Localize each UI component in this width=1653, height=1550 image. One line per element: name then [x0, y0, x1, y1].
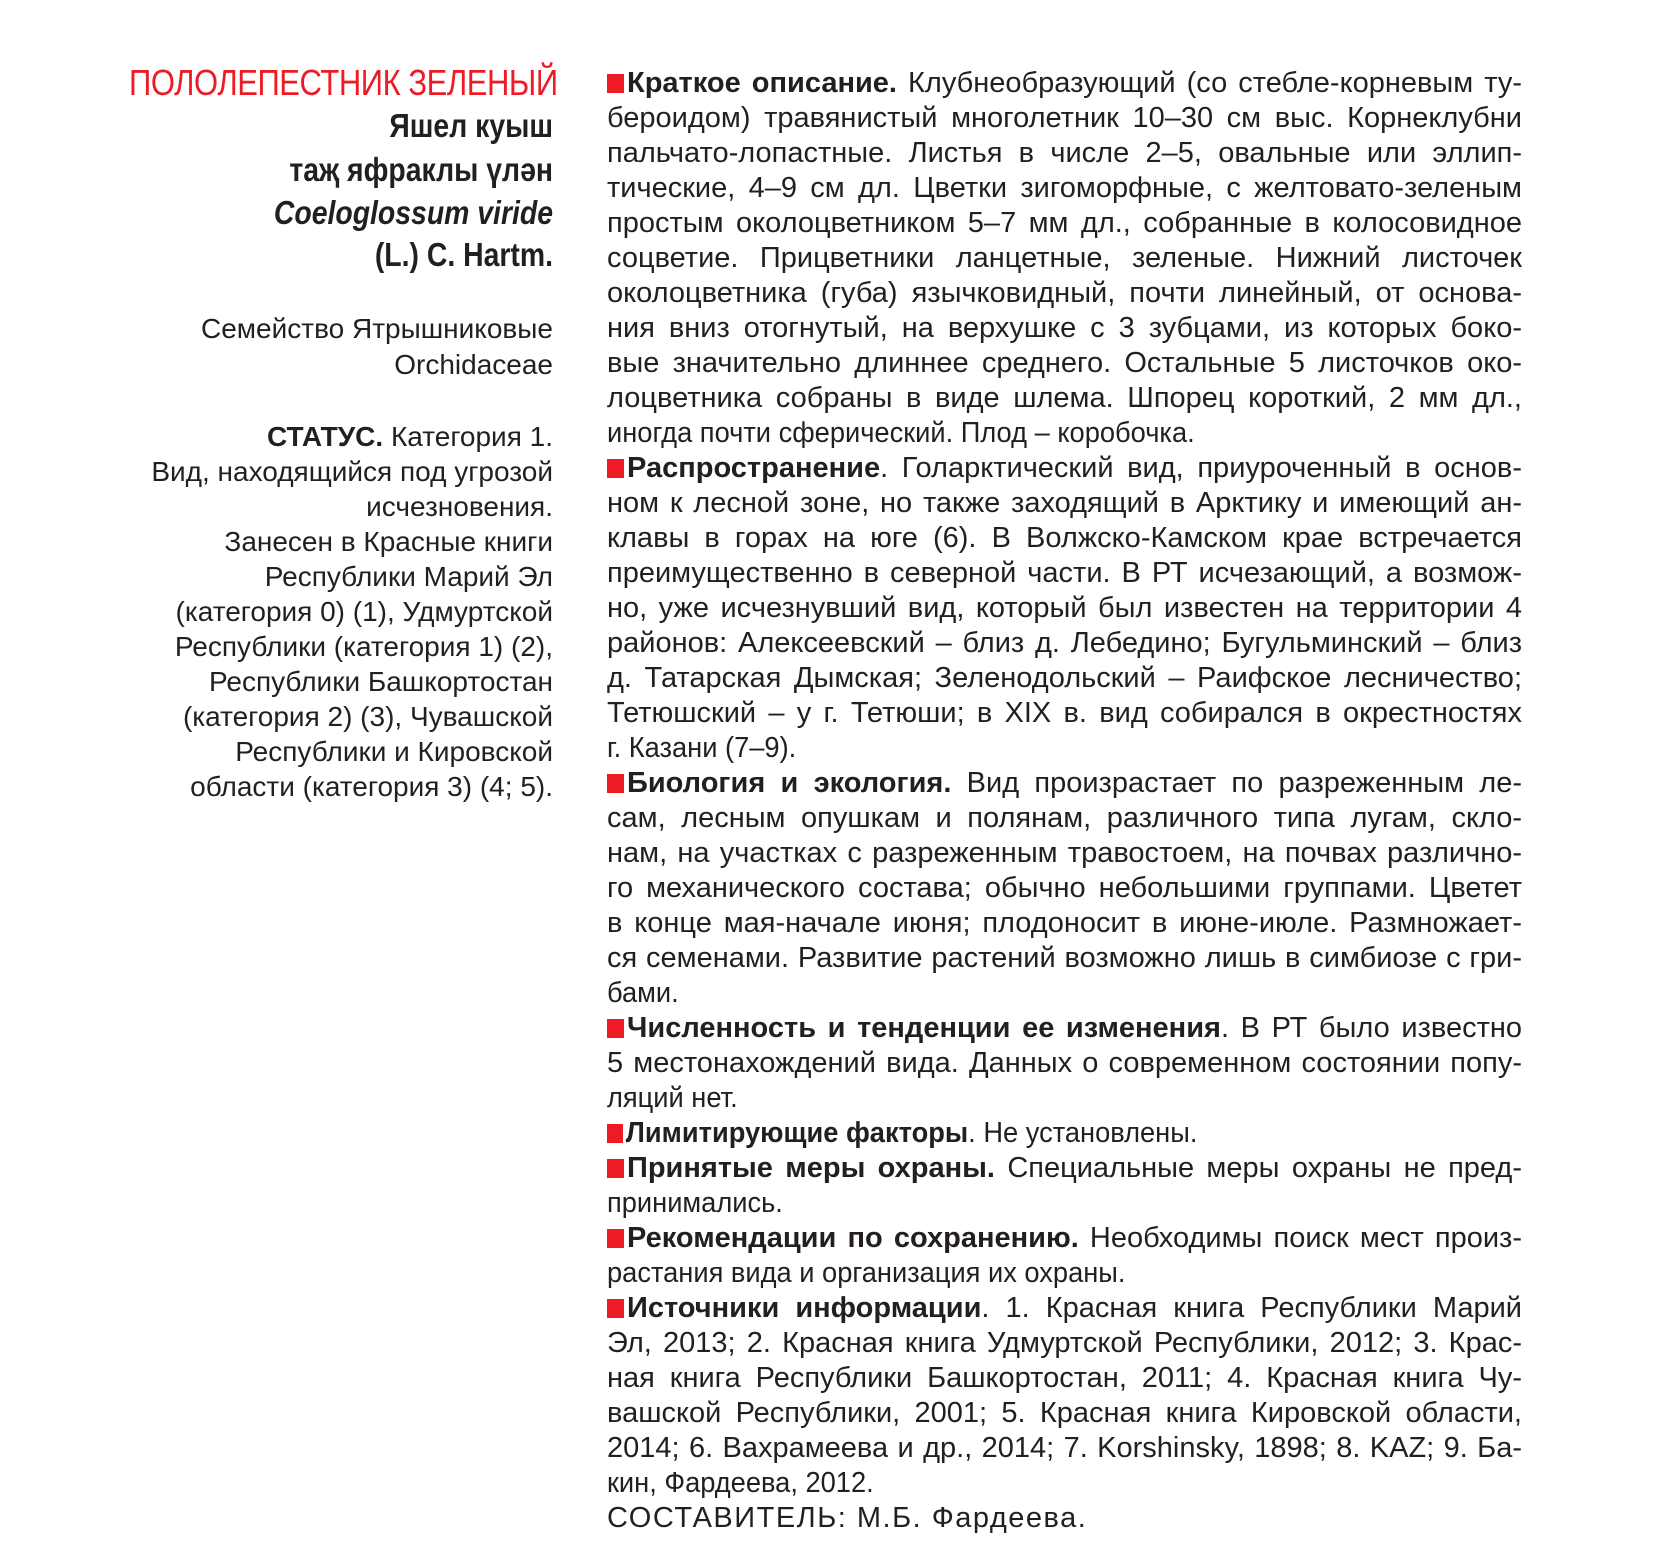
section-heading: Лимитирующие факторы — [625, 1117, 969, 1149]
section-7 — [607, 1291, 1580, 1501]
text-line — [607, 381, 1522, 416]
status-line: Республики и Кировской — [235, 736, 553, 767]
title-tatar-line-2: таҗ яфраклы үлән — [289, 151, 553, 188]
section-text: растания вида и организация их охраны. — [607, 1257, 1126, 1289]
section-text: соцветие. Прицветники ланцетные, зеленые. Нижний листочек — [607, 242, 1522, 274]
text-line — [607, 626, 1522, 661]
text-line — [607, 1256, 1522, 1291]
section-heading: Биология и экология. — [627, 767, 952, 799]
section-heading: Численность и тенденции ее изменения — [627, 1012, 1221, 1044]
text-line — [607, 1186, 1522, 1221]
section-6 — [607, 1221, 1580, 1291]
red-square-bullet-icon — [607, 774, 624, 793]
text-line — [607, 766, 1522, 801]
section-text: районов: Алексеевский – близ д. Лебедино; Бугульминский – близ — [607, 627, 1522, 659]
text-line — [607, 1396, 1522, 1431]
section-text: бами. — [607, 977, 679, 1009]
section-text: Вид произрастает по разреженным ле- — [951, 767, 1522, 799]
section-0 — [607, 66, 1580, 451]
section-text: пальчато-лопастные. Листья в числе 2–5, овальные или эллип- — [607, 137, 1522, 169]
status-label: СТАТУС. — [266, 421, 384, 452]
text-line — [607, 171, 1522, 206]
section-text: околоцветника (губа) язычковидный, почти линейный, от основа- — [607, 277, 1522, 309]
section-text: бероидом) травянистый многолетник 10–30 см выс. Корнеклубни — [607, 102, 1522, 134]
section-text: в конце мая-начале июня; плодоносит в июне-июле. Размножает- — [607, 907, 1522, 939]
text-line — [607, 451, 1522, 486]
section-3 — [607, 1011, 1580, 1116]
article-body — [607, 66, 1580, 1536]
text-line — [607, 661, 1522, 696]
red-square-bullet-icon — [607, 74, 624, 93]
text-line — [607, 241, 1522, 276]
status-line: (категория 2) (3), Чувашской — [182, 701, 553, 732]
section-heading: Краткое описание. — [627, 67, 897, 99]
title-russian: ПОЛОЛЕПЕСТНИК ЗЕЛЕНЫЙ — [129, 62, 558, 103]
section-text: лоцветника собраны в виде шлема. Шпорец короткий, 2 мм дл., — [607, 382, 1522, 414]
text-line — [607, 1151, 1522, 1186]
family-latin: Orchidaceae — [394, 349, 553, 380]
status-line: Республики (категория 1) (2), — [174, 631, 553, 662]
text-line — [607, 976, 1522, 1011]
section-text: . В РТ было известно — [1220, 1012, 1523, 1044]
section-4 — [607, 1116, 1580, 1151]
red-square-bullet-icon — [607, 1229, 624, 1248]
section-text: Тетюшский – у г. Тетюши; в XIX в. вид собирался в окрестностях — [607, 697, 1522, 729]
section-heading: Источники информации — [627, 1292, 982, 1324]
text-line — [607, 1011, 1522, 1046]
status-line: Республики Башкортостан — [208, 666, 553, 697]
text-line — [607, 801, 1522, 836]
text-line — [607, 136, 1522, 171]
text-line — [607, 66, 1522, 101]
section-heading: Распространение — [627, 452, 881, 484]
family-block — [60, 311, 553, 383]
text-line — [607, 416, 1522, 451]
section-text: . Не установлены. — [968, 1117, 1198, 1149]
text-line — [607, 1081, 1522, 1116]
status-text: Категория 1. — [383, 421, 553, 452]
red-square-bullet-icon — [607, 1159, 624, 1178]
section-text: кин, Фардеева, 2012. — [607, 1467, 874, 1499]
section-text: клавы в горах на юге (6). В Волжско-Камском крае встречается — [607, 522, 1522, 554]
text-line — [607, 101, 1522, 136]
section-text: 5 местонахождений вида. Данных о современном состоянии попу- — [607, 1047, 1522, 1079]
status-line: Вид, находящийся под угрозой — [151, 456, 553, 487]
text-line — [607, 591, 1522, 626]
section-heading: Принятые меры охраны. — [627, 1152, 995, 1184]
section-text: Специальные меры охраны не пред- — [995, 1152, 1522, 1184]
red-square-bullet-icon — [607, 1299, 624, 1318]
species-title — [60, 62, 558, 276]
section-text: Эл, 2013; 2. Красная книга Удмуртской Республики, 2012; 3. Крас- — [607, 1327, 1522, 1359]
text-line — [607, 1291, 1522, 1326]
family-russian: Семейство Ятрышниковые — [200, 313, 553, 344]
status-line: Занесен в Красные книги — [224, 526, 553, 557]
text-line — [607, 486, 1522, 521]
section-text: . 1. Красная книга Республики Марий — [981, 1292, 1522, 1324]
compiler-credit: СОСТАВИТЕЛЬ: М.Б. Фардеева. — [607, 1502, 1088, 1534]
section-text: тические, 4–9 см дл. Цветки зигоморфные, с желтовато-зеленым — [607, 172, 1522, 204]
text-line — [607, 1221, 1522, 1256]
section-text: ляций нет. — [607, 1082, 738, 1114]
section-text: г. Казани (7–9). — [607, 732, 797, 764]
section-text: д. Татарская Дымская; Зеленодольский – Раифское лесничество; — [607, 662, 1522, 694]
text-line — [607, 311, 1522, 346]
section-5 — [607, 1151, 1580, 1221]
text-line — [607, 1326, 1522, 1361]
section-text: 2014; 6. Вахрамеева и др., 2014; 7. Korshinsky, 1898; 8. KAZ; 9. Ба- — [607, 1432, 1522, 1464]
section-2 — [607, 766, 1580, 1011]
text-line — [607, 521, 1522, 556]
species-header-column — [60, 62, 558, 804]
title-latin: Coeloglossum viride — [273, 194, 553, 231]
status-line: области (категория 3) (4; 5). — [190, 771, 553, 802]
text-line — [607, 1046, 1522, 1081]
text-line — [607, 941, 1522, 976]
section-heading: Рекомендации по сохранению. — [627, 1222, 1079, 1254]
text-line — [607, 556, 1522, 591]
text-line — [607, 906, 1522, 941]
text-line — [607, 276, 1522, 311]
red-square-bullet-icon — [607, 459, 624, 478]
section-text: нам, на участках с разреженным травостоем, на почвах различно- — [607, 837, 1522, 869]
section-text: вые значительно длиннее среднего. Остальные 5 листочков око- — [607, 347, 1522, 379]
status-line: (категория 0) (1), Удмуртской — [175, 596, 553, 627]
section-text: преимущественно в северной части. В РТ исчезающий, а возмож- — [607, 557, 1522, 589]
text-line — [607, 731, 1522, 766]
section-text: сам, лесным опушкам и полянам, различного типа лугам, скло- — [607, 802, 1522, 834]
text-line — [607, 1466, 1522, 1501]
section-text: ная книга Республики Башкортостан, 2011; 4. Красная книга Чу- — [607, 1362, 1522, 1394]
section-text: Необходимы поиск мест произ- — [1078, 1222, 1522, 1254]
status-line: исчезновения. — [366, 491, 553, 522]
text-line — [607, 1116, 1522, 1151]
text-line — [607, 696, 1522, 731]
red-square-bullet-icon — [607, 1019, 624, 1038]
text-line — [607, 206, 1522, 241]
section-text: ся семенами. Развитие растений возможно лишь в симбиозе с гри- — [607, 942, 1522, 974]
section-text: го механического состава; обычно небольшими группами. Цветет — [607, 872, 1522, 904]
section-text: простым околоцветником 5–7 мм дл., собранные в колосовидное — [607, 207, 1522, 239]
section-text: вашской Республики, 2001; 5. Красная книга Кировской области, — [607, 1397, 1522, 1429]
red-square-bullet-icon — [607, 1124, 623, 1143]
text-line — [607, 1361, 1522, 1396]
section-text: . Голарктический вид, приуроченный в основ- — [880, 452, 1522, 484]
status-line: Республики Марий Эл — [264, 561, 553, 592]
title-tatar-line-1: Яшел куыш — [389, 107, 553, 144]
section-text: но, уже исчезнувший вид, который был известен на территории 4 — [607, 592, 1522, 624]
text-line — [607, 346, 1522, 381]
section-text: ном к лесной зоне, но также заходящий в Арктику и имеющий ан- — [607, 487, 1522, 519]
section-text: ния вниз отогнутый, на верхушке с 3 зубцами, из которых боко- — [607, 312, 1522, 344]
text-line — [607, 1431, 1522, 1466]
text-line — [607, 836, 1522, 871]
section-text: Клубнеобразующий (со стебле-корневым ту- — [896, 67, 1522, 99]
section-text: иногда почти сферический. Плод – коробочка. — [607, 417, 1195, 449]
section-text: принимались. — [607, 1187, 783, 1219]
status-line — [60, 419, 553, 454]
text-line — [607, 871, 1522, 906]
section-1 — [607, 451, 1580, 766]
title-author: (L.) C. Hartm. — [374, 236, 553, 273]
status-block — [60, 419, 553, 804]
